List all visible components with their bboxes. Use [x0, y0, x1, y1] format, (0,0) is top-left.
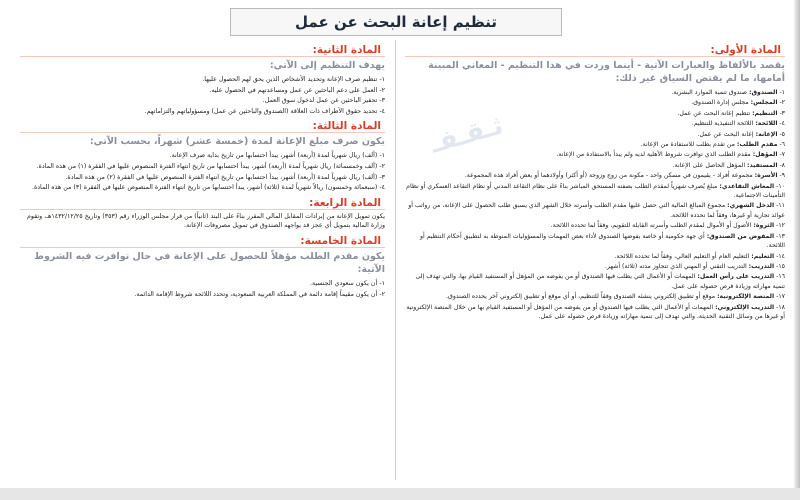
list-item [405, 119, 785, 128]
item-term: الأسرة: [754, 172, 778, 180]
item-number: ١٦- [776, 273, 785, 281]
item-text: إعانة البحث عن عمل. [697, 130, 754, 138]
item-number: ٢- [379, 86, 385, 94]
item-number: ٢- [779, 99, 785, 107]
list-item [405, 171, 785, 180]
article5-title: المادة الخامسة: [20, 235, 385, 248]
item-text: تحديد حقوق الأطراف ذات العلاقة (الصندوق والباحثين عن عمل) ومسؤولياتهم والتزاماتهم. [144, 107, 378, 115]
item-term: المؤهل: [752, 151, 778, 159]
article1-intro: يقصد بالألفاظ والعبارات الآتية - أينما وردت في هذا التنظيم - المعاني المبينة أمامها، ما لم يقتض السياق غير ذلك: [428, 60, 785, 84]
item-number: ١٨- [776, 303, 785, 311]
item-text: (ألف) ريال شهرياً لمدة (أربعة) أشهر، يبدأ احتسابها من تاريخ بداية صرف الإعانة. [169, 152, 378, 160]
item-number: ١٢- [776, 222, 785, 230]
item-term: الصندوق: [748, 89, 778, 96]
item-term: الثروة: [753, 222, 775, 230]
list-item [20, 86, 385, 96]
item-text: تنظيم إعانة البحث عن عمل. [677, 109, 751, 117]
item-number: ٦- [779, 141, 785, 149]
list-item [20, 290, 385, 300]
item-number: ١٠- [776, 182, 785, 190]
item-term: اللائحة: [755, 120, 778, 128]
item-text: المهمات أو الأعمال التي يطلب فيها الصندوق أو من يفوضه من المؤهل أو المستفيد القيام بها من خلال المنصة الإلكترونية أو غيرها من وسائل التقنية الحديثة، والتي تهدف إلى تنمية مهاراته وزيادة فرص حصوله على عمل. [406, 303, 785, 320]
right-column [405, 40, 785, 490]
item-text: مقدم الطلب الذي توافرت شروط الأهلية لديه ولم يبدأ بالاستفادة من الإعانة. [556, 151, 751, 159]
article3-title: المادة الثالثة: [20, 120, 385, 133]
list-item [20, 75, 385, 85]
list-item [405, 109, 785, 118]
item-text: أي جهة حكومية أو خاصة يفوضها الصندوق لأداء بعض المهمات والمسؤوليات المنوطة به لتطبيق أحكام التنظيم أو اللائحة. [419, 232, 785, 250]
item-text: مجموعة أفراد - يقيمون في مسكن واحد - مكونة من زوج وزوجة (أو أكثر) وأولادهما أو بعض أفراد هذه المجموعة. [464, 172, 753, 180]
item-term: التدريب الإلكتروني: [715, 303, 775, 311]
item-text: مجلس إدارة الصندوق. [691, 99, 749, 107]
item-number: ١- [379, 152, 385, 160]
article2-intro: يهدف التنظيم إلى الآتي: [269, 60, 385, 71]
article4-text: يكون تمويل الإعانة من إيرادات المقابل المالي المقرر بناءً على البند (ثانياً) من قرار مجلس الوزراء رقم (٣٥٣) وتاريخ ١٤٣٢/١٢/٢٥هـ، وتقوم وزارة المالية بتمويل أي عجز قد يواجهه الصندوق في تمويل مصروفات الإعانة. [27, 212, 385, 230]
item-number: ١١- [776, 202, 785, 210]
item-number: ٢- [379, 290, 385, 298]
item-term: المفوض من الصندوق: [706, 232, 775, 240]
list-item [405, 130, 785, 139]
list-item [405, 201, 785, 220]
item-text: أن يكون مقيماً إقامة دائمة في المملكة العربية السعودية، وتحدد اللائحة شروط الإقامة الدائمة. [134, 290, 378, 298]
item-number: ١٣- [776, 232, 785, 240]
watermark-logo: ثـقـفـ [427, 110, 507, 160]
item-text: تنظيم صرف الإعانة وتحديد الأشخاص الذين يحق لهم الحصول عليها. [202, 76, 378, 83]
item-term: مقدم الطلب: [736, 141, 778, 149]
list-item [405, 292, 785, 301]
article4-title: المادة الرابعة: [20, 197, 385, 210]
article1-definitions-list [405, 88, 785, 321]
page-edge-shadow [794, 0, 800, 500]
item-text: أن يكون سعودي الجنسية. [309, 279, 378, 287]
item-text: التدريب التقني أو المهني الذي تتجاوز مدته (ثلاثة) أشهر. [604, 262, 747, 270]
list-item [20, 279, 385, 289]
item-text: مجموع المبالغ المالية التي حصل عليها مقدم الطلب وأسرته خلال الشهر الذي يسبق طلب الحصول على الإعانة، من رواتب أو عوائد تجارية أو غيرها، وفقاً لما تحدده اللائحة. [408, 202, 785, 219]
list-item [405, 182, 785, 201]
item-number: ٤- [379, 184, 385, 192]
list-item [20, 162, 385, 172]
list-item [405, 161, 785, 170]
list-item [405, 150, 785, 159]
item-number: ٣- [379, 173, 385, 181]
item-term: التدريب: [748, 262, 775, 270]
list-item [405, 262, 785, 271]
item-text: اللائحة التنفيذية للتنظيم. [691, 120, 754, 128]
item-text: التعليم العام أو التعليم العالي، وفقاً لما تحدده اللائحة. [614, 252, 750, 260]
item-number: ١- [779, 89, 785, 96]
item-number: ٨- [779, 161, 785, 169]
article4-body [20, 212, 385, 231]
item-number: ١- [379, 76, 385, 83]
column-divider [395, 40, 396, 480]
item-text: من تقدم بطلب للاستفادة من الإعانة. [640, 141, 735, 149]
item-number: ٢- [379, 162, 385, 170]
item-term: التنظيم: [752, 109, 778, 117]
list-item [405, 221, 785, 230]
item-text: (سبعمائة وخمسون) ريالاً شهرياً لمدة (ثلاثة) أشهر، يبدأ احتسابها من تاريخ انتهاء الفترة المنصوص عليها في الفقرة (٣) من هذه المادة. [31, 184, 378, 192]
article2-title: المادة الثانية: [20, 44, 385, 57]
item-text: (ألف) ريال شهرياً لمدة (أربعة) أشهر، يبدأ احتسابها من تاريخ انتهاء الفترة المنصوص عليها في الفقرة (٢) من هذه المادة. [65, 173, 378, 181]
item-number: ١٧- [776, 293, 785, 301]
item-text: تحفيز الباحثين عن عمل لدخول سوق العمل. [262, 97, 378, 105]
item-text: صندوق تنمية الموارد البشرية. [671, 89, 747, 96]
list-item [405, 88, 785, 97]
item-number: ٣- [779, 109, 785, 117]
item-number: ١٥- [776, 262, 785, 270]
item-text: المؤهل الحاصل على الإعانة. [672, 161, 746, 169]
article5-intro: يكون مقدم الطلب مؤهلاً للحصول على الإعانة في حال توافرت فيه الشروط الآتية: [34, 250, 385, 275]
item-term: التدريب على رأس العمل: [697, 273, 775, 281]
article3-list [20, 151, 385, 192]
item-term: المجلس: [750, 99, 778, 107]
item-number: ٤- [779, 120, 785, 128]
item-number: ٣- [379, 97, 385, 105]
article5-list [20, 279, 385, 299]
list-item [405, 232, 785, 251]
item-number: ٥- [779, 130, 785, 138]
item-text: (ألف وخمسمائة) ريال شهرياً لمدة (أربعة) أشهر، يبدأ احتسابها من تاريخ انتهاء الفترة المنصوص عليها في الفقرة (١) من هذه المادة. [36, 162, 378, 170]
list-item [405, 272, 785, 291]
item-number: ١٤- [776, 252, 785, 260]
item-number: ٧- [779, 151, 785, 159]
page-bottom-strip [0, 488, 800, 500]
article2-list [20, 75, 385, 116]
item-text: الأصول أو الأموال لمقدم الطلب وأسرته القابلة للتقويم، وفقاً لما تحدده اللائحة. [550, 222, 752, 230]
list-item [20, 151, 385, 161]
list-item [405, 140, 785, 149]
list-item [405, 303, 785, 322]
item-term: المستفيد: [747, 161, 778, 169]
article1-title: المادة الأولى: [405, 44, 785, 57]
left-column [20, 40, 385, 490]
item-term: الإعانة: [755, 130, 778, 138]
item-text: مبلغ يُصرف شهرياً لمقدم الطلب بصفته المستحق المباشر بناءً على نظام التقاعد المدني أو نظام التقاعد العسكري أو نظام التأمينات الاجتماعية. [406, 182, 785, 200]
list-item [405, 98, 785, 107]
item-term: المعاش التقاعدي: [719, 182, 775, 190]
list-item [405, 252, 785, 261]
page-title: تنظيم إعانة البحث عن عمل [230, 8, 562, 36]
list-item [20, 183, 385, 193]
list-item [20, 173, 385, 183]
item-number: ٩- [779, 172, 785, 180]
item-number: ١- [379, 279, 385, 287]
article3-intro: يكون صرف مبلغ الإعانة لمدة (خمسة عشر) شهراً، بحسب الآتي: [89, 136, 385, 148]
item-text: المهمات أو الأعمال التي يطلب فيها الصندوق أو من يفوضه من المؤهل أو المستفيد القيام بها، والتي تهدف إلى تنمية مهاراته وزيادة فرص حصوله على عمل. [415, 273, 785, 290]
item-text: العمل على دعم الباحثين عن عمل ومساعدتهم في الحصول عليه. [209, 86, 378, 94]
item-term: الدخل الشهري: [727, 202, 775, 210]
item-term: المنصة الإلكترونية: [717, 293, 775, 301]
list-item [20, 96, 385, 106]
list-item [20, 107, 385, 117]
item-term: التعليم: [751, 252, 775, 260]
item-number: ٤- [379, 107, 385, 115]
item-text: موقع أو تطبيق إلكتروني ينشئه الصندوق وفقاً للتنظيم، أو أي موقع أو تطبيق إلكتروني آخر يحدده الصندوق. [446, 293, 716, 301]
